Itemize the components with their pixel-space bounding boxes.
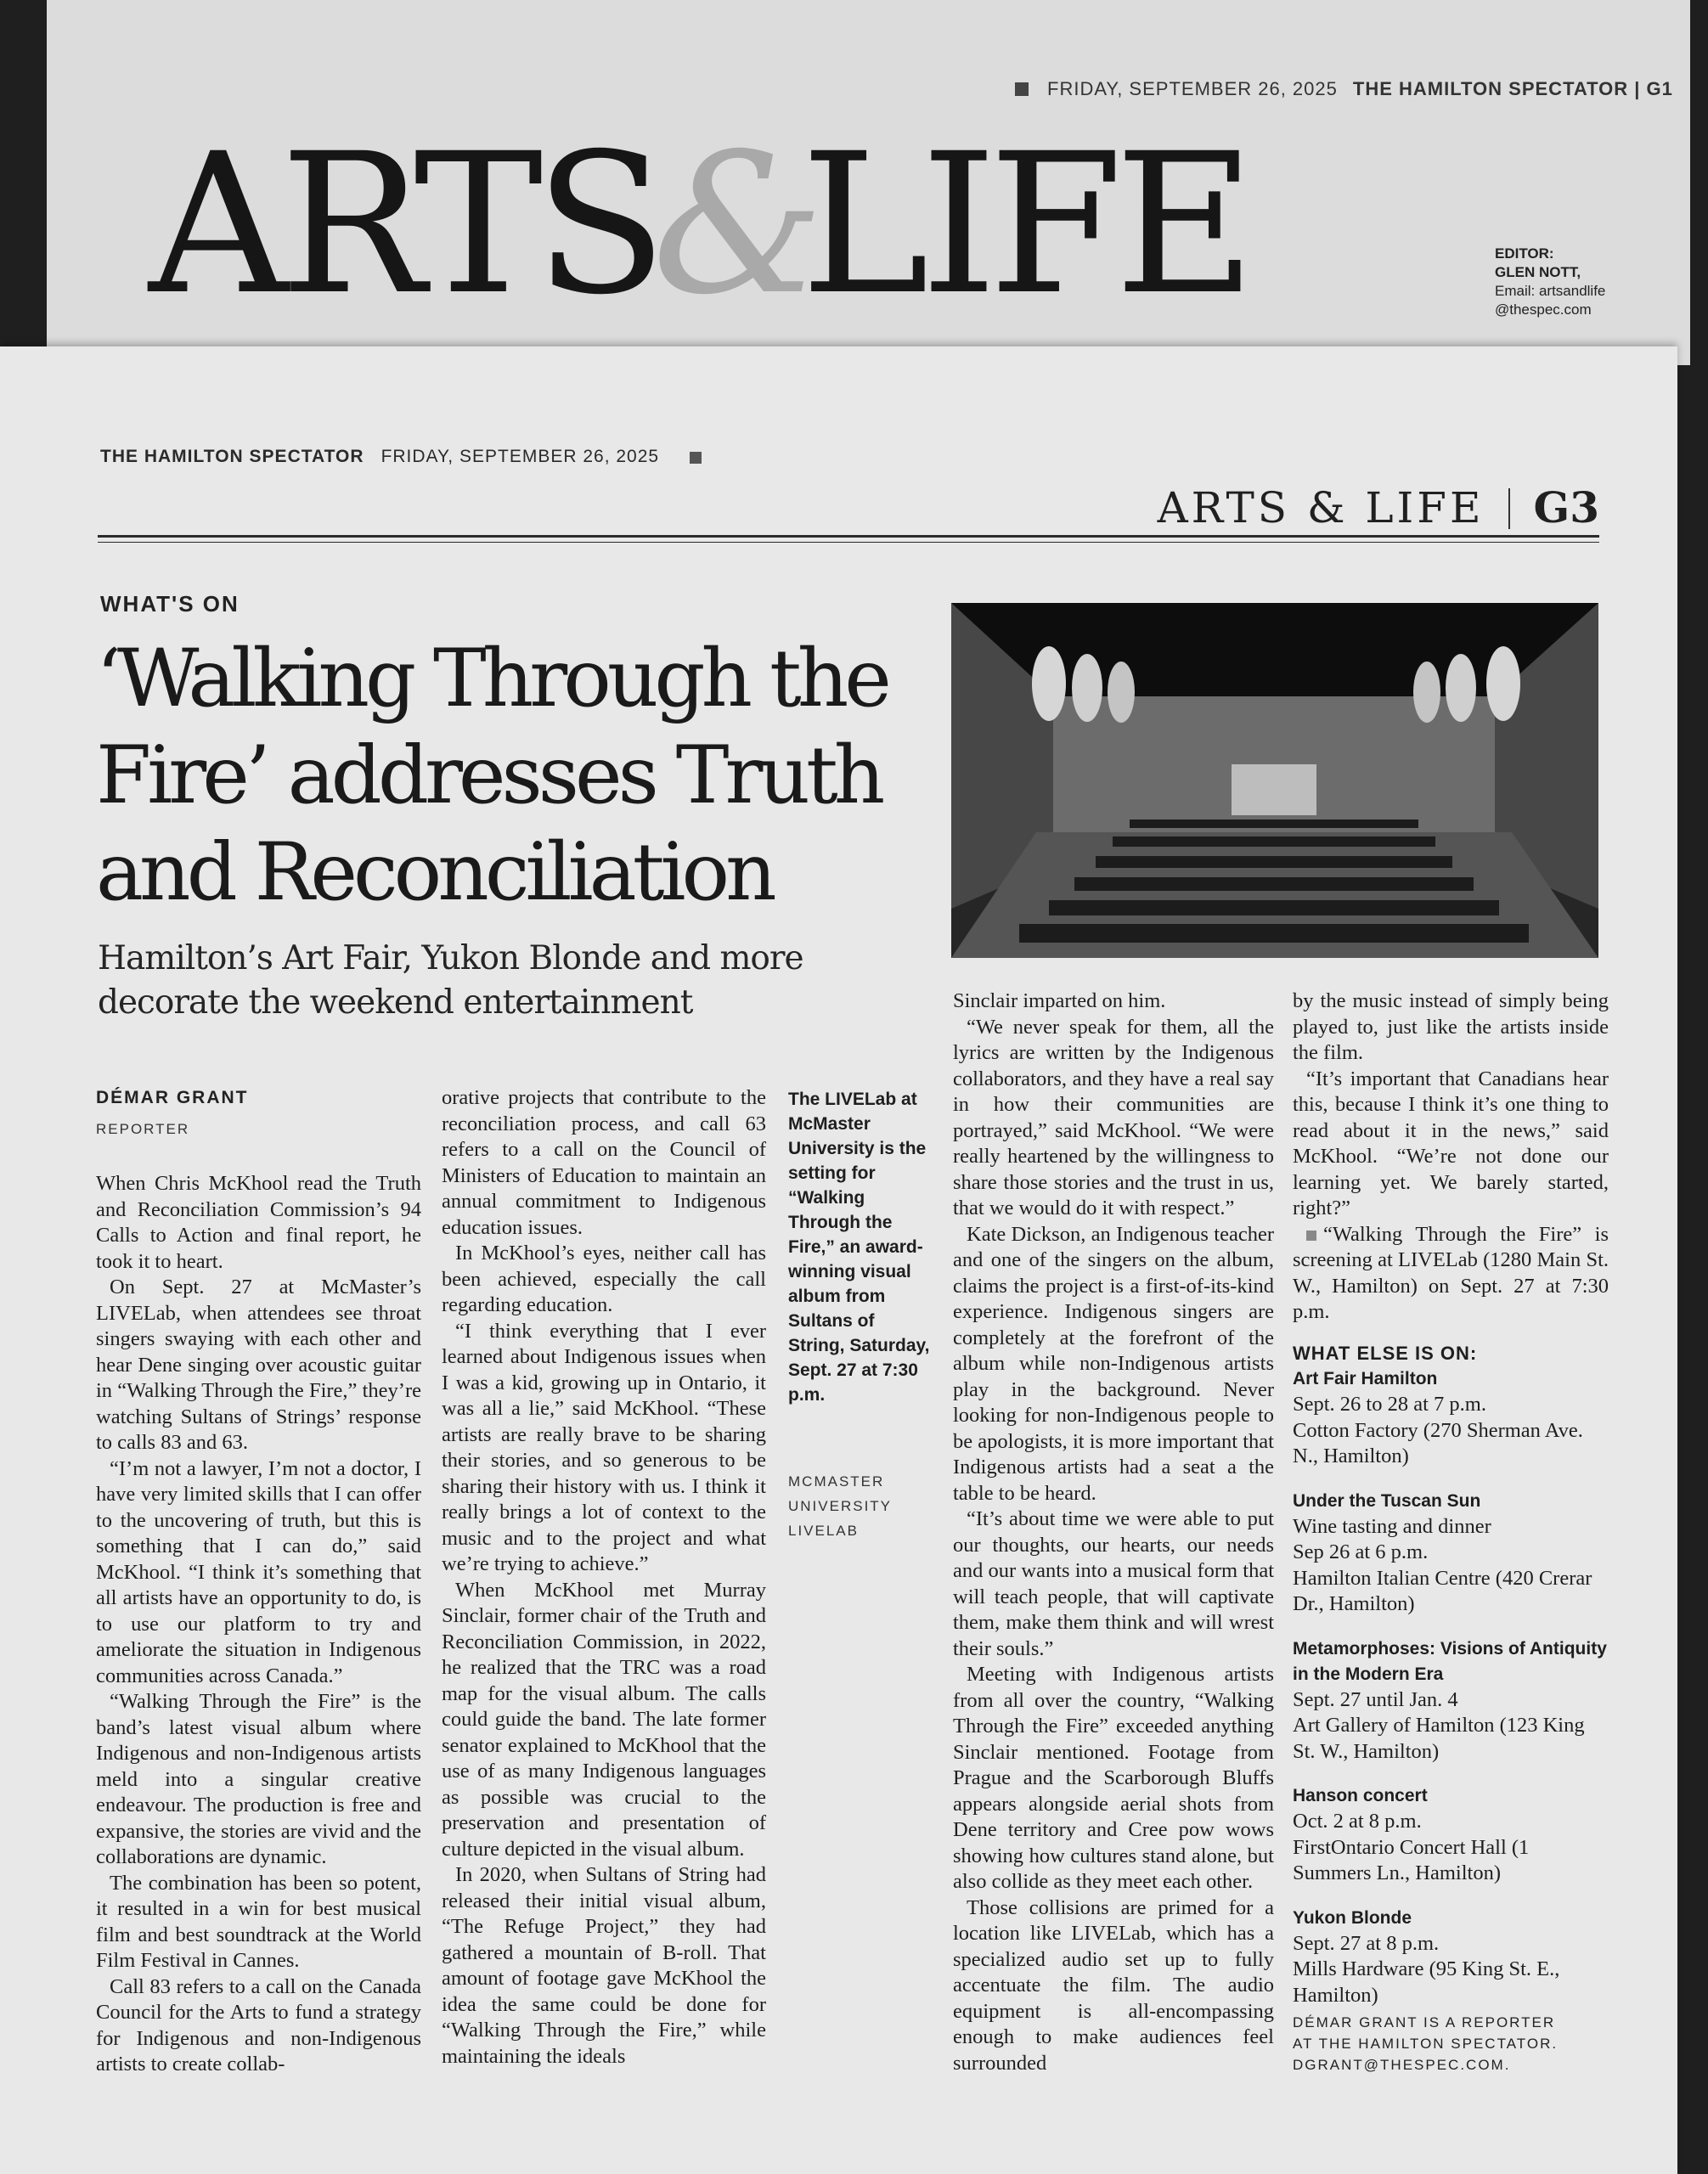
byline: DÉMAR GRANT bbox=[96, 1088, 249, 1107]
paragraph: Sinclair imparted on him. bbox=[953, 989, 1166, 1012]
photo-credit bbox=[788, 1469, 933, 1543]
photo-caption: The LIVELab at McMaster University is the setting for “Walking Through the Fire,” an award-winning visual album from Sultans of String, Saturday, Sept. 27 at 7:30 p.m. bbox=[788, 1090, 930, 1405]
event-venue: FirstOntario Concert Hall (1 Summers Ln., Hamilton) bbox=[1293, 1835, 1530, 1884]
back-date: FRIDAY, SEPTEMBER 26, 2025 bbox=[1047, 78, 1338, 99]
paragraph: “I think everything that I ever learned about Indigenous issues when I was a kid, growing up in Ontario, it was all a lie,” said McKhool. “These artists are really brave to be sharing their stories, and so generous to be sharing their history with us. I think it really brings a lot of context to the music and to the project and what we’re trying to achieve.” bbox=[442, 1319, 766, 1575]
folio-mark-icon bbox=[690, 452, 702, 464]
event-venue: Art Gallery of Hamilton (123 King St. W., Hamilton) bbox=[1293, 1714, 1585, 1763]
event-time: Sep 26 at 6 p.m. bbox=[1293, 1540, 1429, 1563]
credit-line: LIVELAB bbox=[788, 1523, 859, 1539]
masthead-arts-life bbox=[149, 111, 1248, 337]
paragraph: “I’m not a lawyer, I’m not a doctor, I have very limited skills that I can offer to the uncovering of truth, but this is something that I can do,” said McKhool. “I think it’s something that all artists have an opportunity to do, is to use our platform to try and ameliorate the situation in Indigenous communities across Canada.” bbox=[96, 1456, 421, 1687]
editor-label: EDITOR: bbox=[1495, 245, 1554, 262]
article-column-2 bbox=[442, 1085, 766, 2070]
masthead-arts: ARTS bbox=[149, 111, 659, 337]
bio-line: AT THE HAMILTON SPECTATOR. bbox=[1293, 2036, 1559, 2052]
event-venue: Hamilton Italian Centre (420 Crerar Dr., Hamilton) bbox=[1293, 1566, 1592, 1615]
credit-line: UNIVERSITY bbox=[788, 1498, 893, 1514]
back-dateline bbox=[1015, 78, 1677, 100]
paragraph: In McKhool’s eyes, neither call has been achieved, especially the call regarding education. bbox=[442, 1242, 766, 1316]
credit-line: MCMASTER bbox=[788, 1473, 885, 1490]
event-art-fair bbox=[1293, 1366, 1609, 1470]
paragraph: Call 83 refers to a call on the Canada Council for the Arts to fund a strategy for Indigenous and non-Indigenous artists to create collab- bbox=[96, 1974, 421, 2075]
screening-info: “Walking Through the Fire” is screening at LIVELab (1280 Main St. W., Hamilton) on Sept. 27 at 7:30 p.m. bbox=[1293, 1222, 1609, 1323]
event-time: Oct. 2 at 8 p.m. bbox=[1293, 1810, 1422, 1833]
event-name: Hanson concert bbox=[1293, 1786, 1428, 1805]
paper-name: THE HAMILTON SPECTATOR bbox=[100, 447, 364, 466]
article-column-3 bbox=[953, 988, 1274, 2076]
event-name: Under the Tuscan Sun bbox=[1293, 1490, 1481, 1511]
paragraph: orative projects that contribute to the reconciliation process, and call 63 refers to a call on the Council of Ministers of Education to maintain an annual commitment to Indigenous education issues. bbox=[442, 1086, 766, 1239]
paragraph: On Sept. 27 at McMaster’s LIVELab, when attendees see throat singers swaying with each other and hear Dene singing over acoustic guitar in “Walking Through the Fire,” they’re watching Sultans of Strings’ response to calls 83 and 63. bbox=[96, 1276, 421, 1454]
paragraph: “It’s about time we were able to put our thoughts, our hearts, our needs and our wants into a musical form that will teach people, that will captivate them, make them think and will wrest their souls.” bbox=[953, 1507, 1274, 1660]
what-else-heading: WHAT ELSE IS ON: bbox=[1293, 1342, 1478, 1364]
page-number: G3 bbox=[1533, 482, 1599, 532]
masthead-ampersand: & bbox=[651, 111, 808, 337]
kicker: WHAT'S ON bbox=[100, 591, 240, 617]
paragraph: When Chris McKhool read the Truth and Reconciliation Commission’s 94 Calls to Action and final report, he took it to heart. bbox=[96, 1172, 421, 1273]
editor-box bbox=[1495, 245, 1699, 319]
back-page-g1 bbox=[47, 0, 1690, 365]
paragraph: “It’s important that Canadians hear this, because I think it’s one thing to read about it in the news,” said McKhool. “We’re not done our learning yet. We barely started, right?” bbox=[1293, 1067, 1609, 1219]
event-tuscan-sun bbox=[1293, 1489, 1609, 1618]
dateline bbox=[100, 447, 822, 467]
event-venue: Mills Hardware (95 King St. E., Hamilton) bbox=[1293, 1957, 1560, 2007]
editor-name: GLEN NOTT, bbox=[1495, 264, 1581, 280]
editor-email: Email: artsandlife bbox=[1495, 283, 1606, 299]
event-hanson bbox=[1293, 1783, 1609, 1887]
event-name: Yukon Blonde bbox=[1293, 1907, 1412, 1928]
header-divider bbox=[1508, 488, 1510, 529]
deck: Hamilton’s Art Fair, Yukon Blonde and more decorate the weekend entertainment bbox=[98, 939, 803, 1022]
bio-email: DGRANT@THESPEC.COM. bbox=[1293, 2057, 1511, 2073]
article-column-4 bbox=[1293, 988, 1609, 2075]
article-column-1 bbox=[96, 1085, 421, 2078]
paragraph: by the music instead of simply being played to, just like the artists inside the film. bbox=[1293, 989, 1609, 1064]
bio-line: DÉMAR GRANT IS A REPORTER bbox=[1293, 2014, 1556, 2030]
author-bio bbox=[1293, 2012, 1609, 2075]
paragraph: “We never speak for them, all the lyrics are written by the Indigenous collaborators, and they have a real say in how their communities are portrayed,” said McKhool. “We were really heartened by the willingness to share those stories and the trust in us, that we would do it with respect.” bbox=[953, 1015, 1274, 1219]
paragraph: Kate Dickson, an Indigenous teacher and one of the singers on the album, claims the project is a first-of-its-kind experience. Indigenous singers are completely at the forefront of the album while non-Indigenous artists play in the background. Never looking for non-Indigenous people to be apologists, it is more important that Indigenous artists had a seat a the table to be heard. bbox=[953, 1222, 1274, 1505]
paragraph: In 2020, when Sultans of String had released their initial visual album, “The Refuge Project,” they had gathered a mountain of B-roll. That amount of footage gave McKhool the idea the same could be done for “Walking Through the Fire,” while maintaining the ideals bbox=[442, 1863, 766, 2068]
page-g3 bbox=[0, 346, 1677, 2174]
event-time: Sept. 27 until Jan. 4 bbox=[1293, 1687, 1458, 1711]
page-date: FRIDAY, SEPTEMBER 26, 2025 bbox=[380, 447, 660, 466]
header-rule bbox=[98, 535, 1599, 538]
end-mark-icon bbox=[1306, 1231, 1316, 1241]
back-paper: THE HAMILTON SPECTATOR | G1 bbox=[1352, 78, 1673, 99]
event-metamorphoses bbox=[1293, 1636, 1609, 1766]
auditorium-illustration bbox=[951, 603, 1598, 958]
event-desc: Wine tasting and dinner bbox=[1293, 1514, 1491, 1538]
paragraph: Meeting with Indigenous artists from all over the country, “Walking Through the Fire” exceeded anything Sinclair mentioned. Footage from Prague and the Scarborough Bluffs appears alongside aerial shots from Dene territory and Cree pow wows showing how cultures stand alone, but also collide as they meet each other. bbox=[953, 1663, 1274, 1893]
event-time: Sept. 26 to 28 at 7 p.m. bbox=[1293, 1393, 1486, 1416]
livelab-photo bbox=[951, 603, 1598, 958]
event-name: Metamorphoses: Visions of Antiquity in the Modern Era bbox=[1293, 1638, 1607, 1684]
header-rule-thin bbox=[98, 542, 1599, 543]
paragraph bbox=[1293, 1222, 1609, 1326]
masthead-life: LIFE bbox=[800, 111, 1248, 337]
byline-role: REPORTER bbox=[96, 1120, 190, 1137]
event-time: Sept. 27 at 8 p.m. bbox=[1293, 1931, 1440, 1955]
paragraph: “Walking Through the Fire” is the band’s latest visual album where Indigenous and non-Indigenous artists meld into a singular creative endeavour. The production is free and expansive, the stories are vivid and the collaborations are dynamic. bbox=[96, 1690, 421, 1868]
event-venue: Cotton Factory (270 Sherman Ave. N., Hamilton) bbox=[1293, 1418, 1583, 1467]
paragraph: When McKhool met Murray Sinclair, former chair of the Truth and Reconciliation Commission, in 2022, he realized that the TRC was a road map for the visual album. The calls could guide the band. The late former senator explained to McKhool that the use of as many Indigenous languages as possible was crucial to the preservation and presentation of culture depicted in the visual album. bbox=[442, 1578, 766, 1861]
headline: ‘Walking Through the Fire’ addresses Truth and Reconciliation bbox=[96, 633, 888, 919]
paragraph: The combination has been so potent, it resulted in a win for best musical film and best soundtrack at the World Film Festival in Cannes. bbox=[96, 1871, 421, 1972]
paragraph: Those collisions are primed for a location like LIVELab, which has a specialized audio set up to fully accentuate the film. The audio equipment is all-encompassing enough to make audiences feel surrounded bbox=[953, 1895, 1274, 2075]
section-header bbox=[1090, 482, 1599, 532]
editor-email-domain: @thespec.com bbox=[1495, 301, 1592, 318]
section-name: ARTS & LIFE bbox=[1157, 483, 1485, 532]
event-yukon-blonde bbox=[1293, 1906, 1609, 2009]
folio-mark-icon bbox=[1015, 82, 1029, 96]
event-name: Art Fair Hamilton bbox=[1293, 1369, 1438, 1388]
